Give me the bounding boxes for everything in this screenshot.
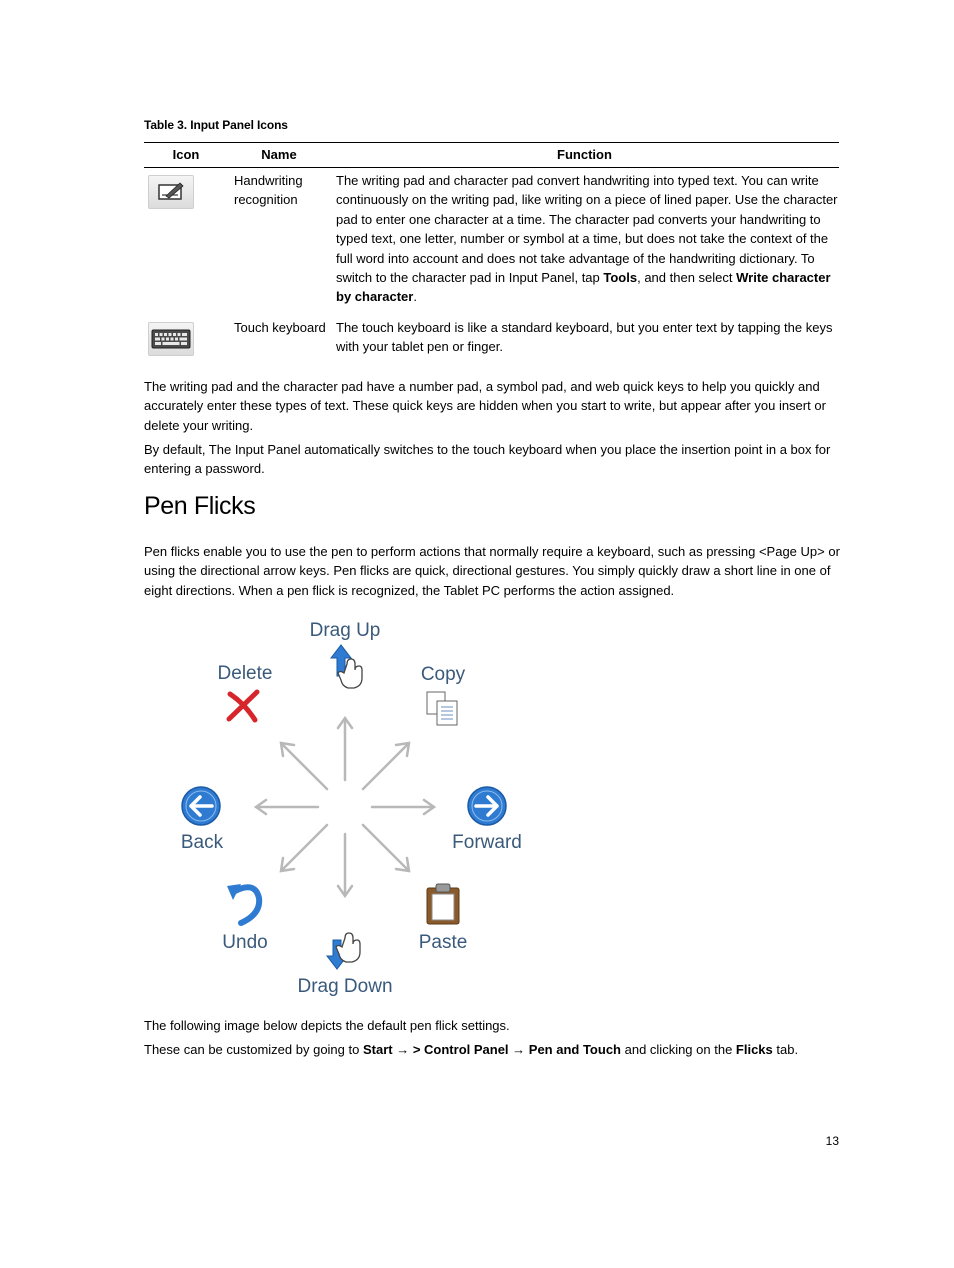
delete-x-icon xyxy=(229,692,257,720)
pen-and-touch-term: Pen and Touch xyxy=(528,1042,621,1057)
paste-clipboard-icon xyxy=(427,884,459,924)
start-term: Start xyxy=(362,1042,393,1057)
keyboard-icon xyxy=(148,322,194,356)
label-paste: Paste xyxy=(418,932,468,953)
customize-text: These can be customized by going to xyxy=(144,1042,363,1057)
handwriting-pen-icon xyxy=(148,175,194,209)
arrow-down-left xyxy=(281,825,327,871)
paragraph-customize xyxy=(144,1040,840,1059)
direction-arrows xyxy=(256,718,434,896)
pen-flicks-diagram xyxy=(175,612,535,1002)
label-delete: Delete xyxy=(217,663,273,684)
name-cell: Touch keyboard xyxy=(234,319,326,335)
paragraph-default-settings: The following image below depicts the default pen flick settings. xyxy=(144,1018,510,1033)
icon-cell xyxy=(144,315,228,365)
drag-up-icon xyxy=(331,645,362,688)
drag-down-icon xyxy=(327,933,360,969)
page-number: 13 xyxy=(825,1134,839,1148)
customize-text-mid: and clicking on the xyxy=(621,1042,736,1057)
forward-arrow-icon xyxy=(468,787,506,825)
arrow-up xyxy=(338,718,352,780)
undo-icon xyxy=(227,884,259,923)
label-copy: Copy xyxy=(420,664,466,685)
control-panel-term: > Control Panel xyxy=(412,1042,509,1057)
menu-arrow: → xyxy=(392,1042,413,1057)
input-panel-icons-table xyxy=(144,142,839,365)
function-text-end: . xyxy=(413,289,417,305)
label-drag-down: Drag Down xyxy=(297,976,393,997)
table-row xyxy=(144,315,839,365)
name-cell: Handwriting recognition xyxy=(234,173,303,208)
copy-icon xyxy=(427,692,457,725)
header-icon: Icon xyxy=(144,143,228,168)
header-function: Function xyxy=(330,143,839,168)
arrow-up-left xyxy=(281,743,327,789)
function-text-mid: , and then select xyxy=(637,270,737,286)
arrow-down xyxy=(338,834,352,896)
table-header-row xyxy=(144,143,839,168)
label-undo: Undo xyxy=(222,932,268,953)
function-cell: The touch keyboard is like a standard keyboard, but you enter text by tapping the keys with your tablet pen or finger. xyxy=(336,319,833,355)
write-character-term: Write character by character xyxy=(336,270,831,305)
tools-term: Tools xyxy=(603,270,638,286)
header-name: Name xyxy=(228,143,330,168)
arrow-up-right xyxy=(363,743,409,789)
function-text: The writing pad and character pad convert handwriting into typed text. You can write continuously on the writing pad, like writing on a piece of lined paper. Use the character pad to enter one character at a time. The character pad converts your handwriting to typed text, one letter, number or symbol at a time, but does not take the context of the full word into account and does not take advantage of the handwriting dictionary. To switch to the character pad in Input Panel, tap xyxy=(336,173,838,286)
label-drag-up: Drag Up xyxy=(309,620,381,641)
table-row xyxy=(144,168,839,315)
arrow-left xyxy=(256,800,318,814)
customize-text-end: tab. xyxy=(772,1042,799,1057)
back-arrow-icon xyxy=(182,787,220,825)
table-caption: Table 3. Input Panel Icons xyxy=(144,118,288,132)
icon-cell xyxy=(144,168,228,315)
function-cell xyxy=(330,168,839,315)
flicks-tab-term: Flicks xyxy=(735,1042,773,1057)
label-forward: Forward xyxy=(452,832,522,853)
section-heading: Pen Flicks xyxy=(144,492,256,520)
paragraph-pen-flicks: Pen flicks enable you to use the pen to perform actions that normally require a keyboard, such as pressing <Page Up> or using the directional arrow keys. Pen flicks are quick, directional gestures. You simply quickly draw a short line in one of eight directions. When a pen flick is recognized, the Tablet PC performs the action assigned. xyxy=(144,544,840,598)
paragraph-quick-keys: The writing pad and the character pad have a number pad, a symbol pad, and web quick keys to help you quickly and accurately enter these types of text. These quick keys are hidden when you start to write, but appear after you insert or delete your writing. xyxy=(144,379,826,433)
menu-arrow: → xyxy=(508,1042,529,1057)
arrow-down-right xyxy=(363,825,409,871)
paragraph-default-keyboard: By default, The Input Panel automatically switches to the touch keyboard when you place the insertion point in a box for entering a password. xyxy=(144,442,831,477)
label-back: Back xyxy=(180,832,224,853)
arrow-right xyxy=(372,800,434,814)
